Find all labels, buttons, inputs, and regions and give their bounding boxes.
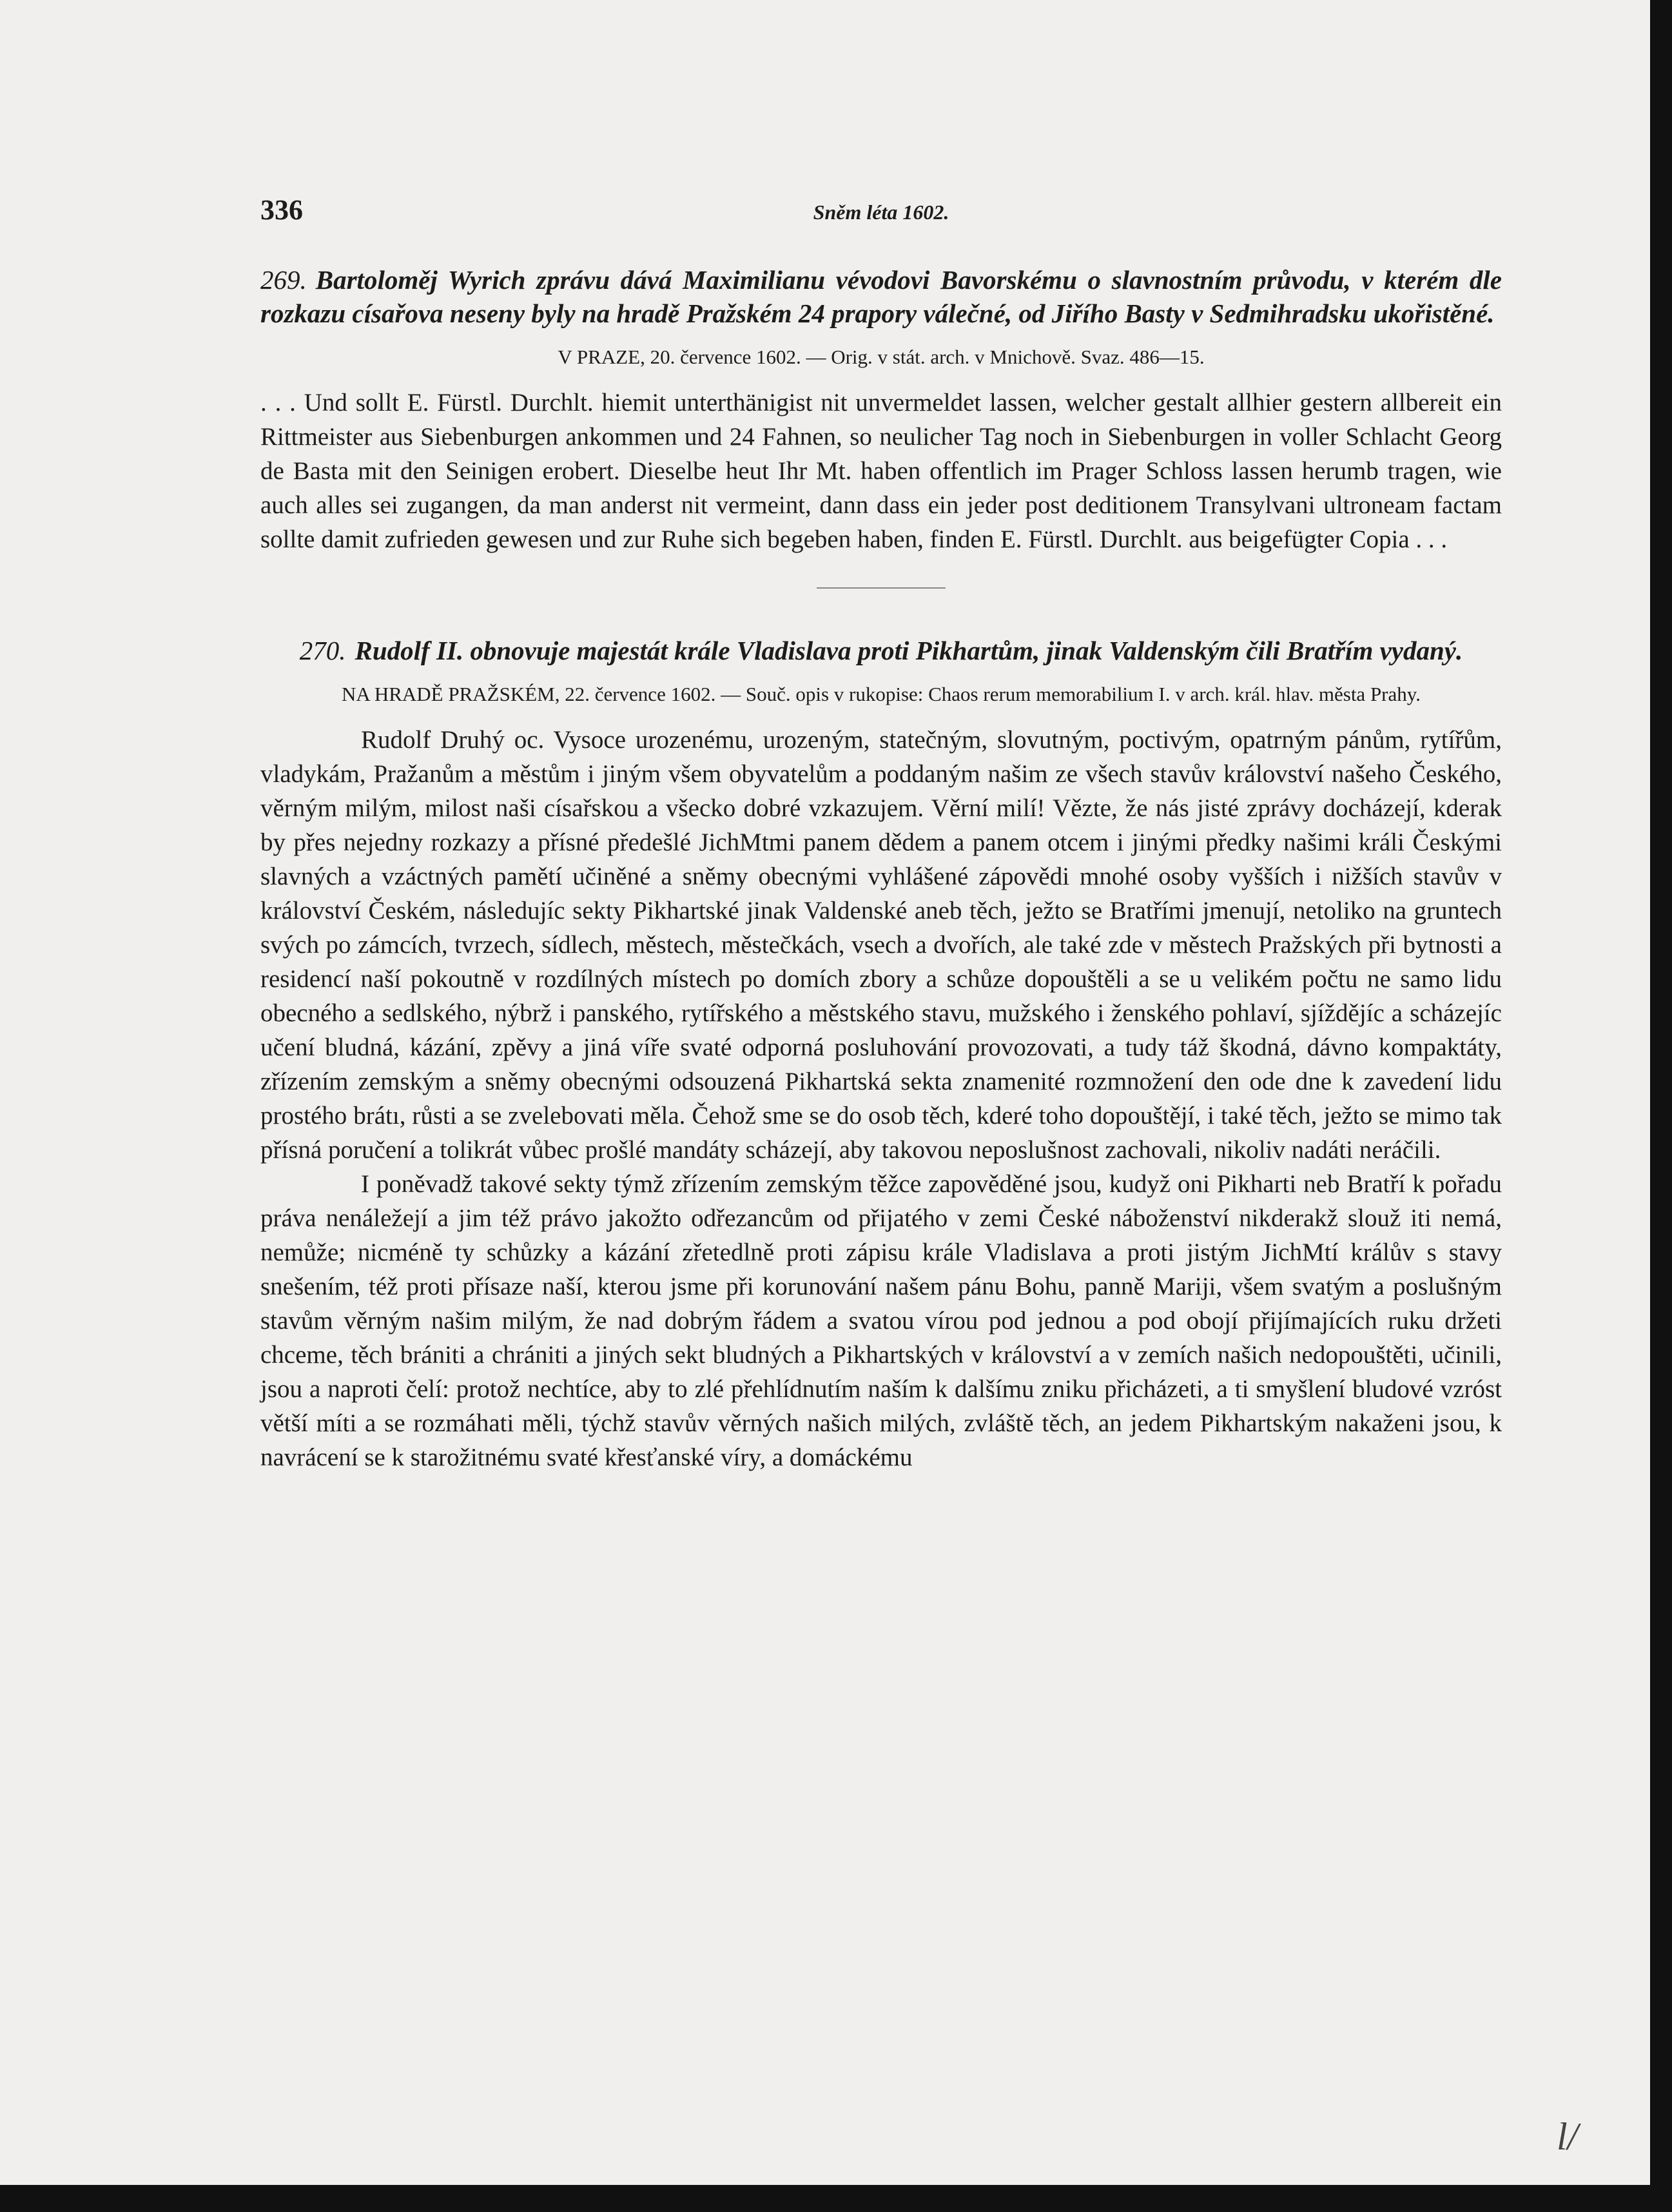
doc-270-title: Rudolf II. obnovuje majestát krále Vladislava proti Pikhartům, jinak Valdenským čili Bratřím vydaný. — [355, 636, 1463, 665]
doc-270-title-block — [260, 634, 1502, 667]
doc-269-text: . . . Und sollt E. Fürstl. Durchlt. hiemit unterthänigist nit unvermeldet lassen, welcher gestalt allhier gestern allbereit ein Rittmeister aus Siebenburgen ankommen und 24 Fahnen, so neulicher Tag noch in Siebenburgen in voller Schlacht Georg de Basta mit den Seinigen erobert. Dieselbe heut Ihr Mt. haben offentlich im Prager Schloss lassen herumb tragen, wie auch alles sei zugangen, da man anderst nit vermeint, dann dass ein jeder post deditionem Transylvani ultroneam factam sollte damit zufrieden gewesen und zur Ruhe sich begeben haben, finden E. Fürstl. Durchlt. aus beigefügter Copia . . . — [260, 389, 1502, 553]
page-content — [260, 193, 1502, 1474]
doc-269-dateline: V PRAZE, 20. července 1602. — Orig. v stát. arch. v Mnichově. Svaz. 486—15. — [558, 346, 1205, 368]
doc-269-title: Bartoloměj Wyrich zprávu dává Maximilianu vévodovi Bavorskému o slavnostním průvodu, v kterém dle rozkazu císařova neseny byly na hradě Pražském 24 prapory válečné, od Jiřího Basty v Sedmihradsku ukořistěné. — [260, 265, 1502, 328]
doc-270-paragraph-1: Rudolf Druhý oc. Vysoce urozenému, urozeným, statečným, slovutným, poctivým, opatrným pánům, rytířům, vladykám, Pražanům a městům i jiným všem obyvatelům a poddaným našim ze všech stavův království našeho Českého, věrným milým, milost naši císařskou a všecko dobré vzkazujem. Věrní milí! Vězte, že nás jisté zprávy docházejí, kderak by přes nejedny rozkazy a přísné předešlé JichMtmi panem dědem a panem otcem i jinými předky našimi králi Českými slavných a vzáctných pamětí učiněné a sněmy obecnými vyhlášené zápovědi mnohé osoby vyšších i nižších stavův v království Českém, následujíc sekty Pikhartské jinak Valdenské aneb těch, ježto se Bratřími jmenují, netoliko na gruntech svých po zámcích, tvrzech, sídlech, městech, městečkách, vsech a dvořích, ale také zde v městech Pražských při bytnosti a residencí naší pokoutně v rozdílných místech po domích zbory a schůze dopouštěli a se u velikém počtu ne samo lidu obecného a sedlského, nýbrž i panského, rytířského a městského stavu, mužského i ženského pohlaví, sjíždějíc a scházejíc učení bludná, kázání, zpěvy a jiná víře svaté odporná posluhování provozovati, a tudy táž škodná, dávno kompaktáty, zřízením zemským a sněmy obecnými odsouzená Pikhartská sekta znamenité rozmnožení den ode dne k zavedení lidu prostého brátı, růsti a se zvelebovati měla. Čehož sme se do osob těch, kderé toho dopouštějí, i také těch, ježto se mimo tak přísná poručení a tolikrát vůbec prošlé mandáty scházejí, aby takovou neposlušnost zachovali, nikoliv nadáti neráčili. — [260, 726, 1502, 1164]
handwritten-margin-mark: l/ — [1557, 2115, 1579, 2158]
doc-269-number: 269. — [260, 265, 307, 295]
scan-edge-right — [1650, 0, 1672, 2212]
doc-270-paragraph-2: I poněvadž takové sekty týmž zřízením zemským těžce zapověděné jsou, kudyž oni Pikharti neb Bratří k pořadu práva nenáležejí a jim též právo jakožto odřezancům od přijatého v zemi České náboženství nikderakž slouž iti nemá, nemůže; nicméně ty schůzky a kázání zřetedlně proti zápisu krále Vladislava a proti jistým JichMtí králův s stavy snešením, též proti přísaze naší, kterou jsme při korunování našem pánu Bohu, panně Mariji, všem svatým a poslušným stavům věrným našim milým, že nad dobrým řádem a svatou vírou pod jednou a pod obojí přijímajících ruku držeti chceme, těch brániti a chrániti a jiných sekt bludných a Pikhartských v království a v zemích našich nedopouštěti, učinili, jsou a naproti čelí: protož nechtíce, aby to zlé přehlídnutím naším k dalšímu zniku přicházeti, a ti smyšlení bludové vzróst větší míti a se rozmáhati měli, týchž stavův věrných našich milých, zvláště těch, an jedem Pikhartským nakaženi jsou, k navrácení se k starožitnému svaté křesťanské víry, a domáckému — [260, 1170, 1502, 1471]
page-number: 336 — [260, 194, 303, 226]
page-header — [260, 193, 1502, 239]
section-divider — [817, 587, 946, 589]
running-head: Sněm léta 1602. — [813, 201, 949, 224]
doc-270-number: 270. — [299, 636, 346, 665]
doc-270-dateline: NA HRADĚ PRAŽSKÉM, 22. července 1602. — Souč. opis v rukopise: Chaos rerum memorabilium I. v arch. král. hlav. města Prahy. — [342, 683, 1421, 705]
scan-edge-bottom — [0, 2185, 1672, 2212]
doc-269-title-block — [260, 263, 1502, 330]
